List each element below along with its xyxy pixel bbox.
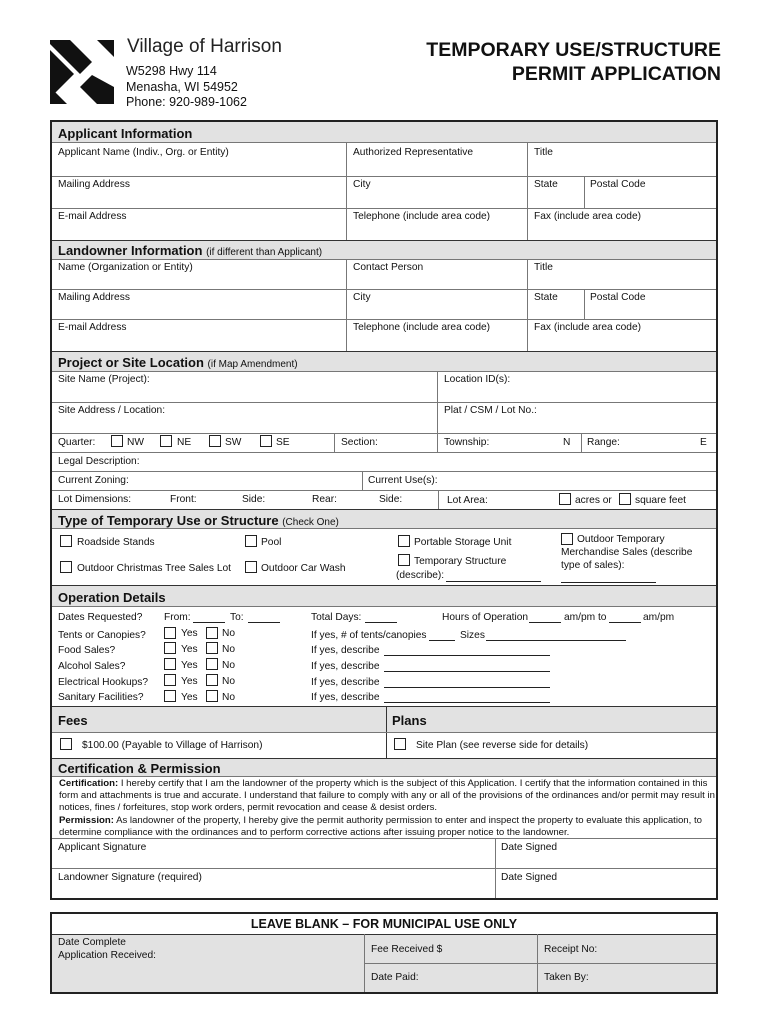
quarter-sw-label: SW	[225, 437, 242, 448]
roadside-label: Roadside Stands	[77, 537, 155, 548]
taken-by-field[interactable]: Taken By:	[544, 972, 589, 983]
temp-structure-describe: (describe):	[396, 570, 445, 581]
range-field[interactable]: Range:	[587, 437, 620, 448]
portable-storage-checkbox[interactable]	[398, 535, 410, 547]
plans-heading: Plans	[392, 713, 427, 728]
sanitary-yes-label: Yes	[181, 692, 198, 703]
current-use-field[interactable]: Current Use(s):	[368, 475, 438, 486]
food-detail: If yes, describe	[311, 645, 380, 656]
sanitary-question: Sanitary Facilities?	[58, 692, 144, 703]
food-yes-checkbox[interactable]	[164, 642, 176, 654]
alcohol-no-label: No	[222, 660, 236, 671]
plat-field[interactable]: Plat / CSM / Lot No.:	[444, 405, 537, 416]
ampm-to-label: am/pm to	[564, 612, 607, 623]
village-name: Village of Harrison	[127, 36, 282, 57]
township-field[interactable]: Township:	[444, 437, 490, 448]
applicant-heading: Applicant Information	[58, 126, 193, 141]
quarter-nw-checkbox[interactable]	[111, 435, 123, 447]
acres-checkbox[interactable]	[559, 493, 571, 505]
applicant-state-field[interactable]: State	[534, 179, 558, 190]
tents-yes-checkbox[interactable]	[164, 627, 176, 639]
legal-description-field[interactable]: Legal Description:	[58, 456, 140, 467]
outdoor-merch-label2: Merchandise Sales (describe	[561, 547, 693, 558]
portable-storage-label: Portable Storage Unit	[414, 537, 512, 548]
applicant-name-field[interactable]: Applicant Name (Indiv., Org. or Entity)	[58, 147, 229, 158]
electrical-question: Electrical Hookups?	[58, 677, 149, 688]
address-line2: Menasha, WI 54952	[126, 80, 238, 94]
food-yes-label: Yes	[181, 644, 198, 655]
lot-front-field[interactable]: Front:	[170, 494, 197, 505]
quarter-nw-label: NW	[127, 437, 144, 448]
quarter-se-label: SE	[276, 437, 290, 448]
applicant-fax-field[interactable]: Fax (include area code)	[534, 211, 642, 222]
fee-item-label: $100.00 (Payable to Village of Harrison)	[82, 740, 263, 751]
electrical-detail: If yes, describe	[311, 677, 380, 688]
food-no-checkbox[interactable]	[206, 642, 218, 654]
applicant-signature-field[interactable]: Applicant Signature	[58, 842, 147, 853]
date-paid-field[interactable]: Date Paid:	[371, 972, 419, 983]
use-type-heading: Type of Temporary Use or Structure (Check One)	[58, 513, 339, 528]
date-signed-applicant-field[interactable]: Date Signed	[501, 842, 558, 853]
christmas-tree-checkbox[interactable]	[60, 561, 72, 573]
applicant-title-field[interactable]: Title	[534, 147, 553, 158]
project-heading: Project or Site Location (if Map Amendment)	[58, 355, 298, 370]
quarter-ne-checkbox[interactable]	[160, 435, 172, 447]
certification-text: Certification: I hereby certify that I am the landowner of the property which is the subject of this Application. I certify that the information contained in this form and attachments is true and accurate. I understand that failure to comply with any or all of the provisions of the ordinances and/or permit may result in notices, fines / forfeitures, stop work orders, permit revocation and cease & desist orders.	[59, 778, 715, 814]
temp-structure-label: Temporary Structure	[414, 556, 507, 567]
pool-label: Pool	[261, 537, 282, 548]
site-address-field[interactable]: Site Address / Location:	[58, 405, 166, 416]
receipt-no-field[interactable]: Receipt No:	[544, 944, 598, 955]
tents-question: Tents or Canopies?	[58, 630, 146, 641]
landowner-fax-field[interactable]: Fax (include area code)	[534, 322, 642, 333]
fee-received-field[interactable]: Fee Received $	[371, 944, 443, 955]
alcohol-yes-checkbox[interactable]	[164, 658, 176, 670]
square-feet-label: square feet	[635, 495, 686, 506]
outdoor-merch-label3: type of sales):	[561, 560, 625, 571]
lot-rear-field[interactable]: Rear:	[312, 494, 337, 505]
municipal-use-box	[50, 912, 718, 994]
operation-heading: Operation Details	[58, 590, 166, 605]
municipal-heading: LEAVE BLANK – FOR MUNICIPAL USE ONLY	[250, 917, 518, 931]
ampm-label: am/pm	[643, 612, 675, 623]
outdoor-merch-label1: Outdoor Temporary	[577, 534, 665, 545]
applicant-postal-field[interactable]: Postal Code	[590, 179, 646, 190]
landowner-email-field[interactable]: E-mail Address	[58, 322, 127, 333]
landowner-contact-field[interactable]: Contact Person	[353, 262, 424, 273]
site-name-field[interactable]: Site Name (Project):	[58, 374, 150, 385]
tents-detail: If yes, # of tents/canopies	[311, 630, 427, 641]
electrical-no-label: No	[222, 676, 236, 687]
hours-label: Hours of Operation	[442, 612, 529, 623]
tents-yes-label: Yes	[181, 628, 198, 639]
tents-no-label: No	[222, 628, 236, 639]
quarter-se-checkbox[interactable]	[260, 435, 272, 447]
landowner-city-field[interactable]: City	[353, 292, 371, 303]
landowner-phone-field[interactable]: Telephone (include area code)	[353, 322, 491, 333]
applicant-mailing-field[interactable]: Mailing Address	[58, 179, 130, 190]
township-value: N	[563, 437, 571, 448]
date-complete-label2: Application Received:	[58, 950, 156, 961]
alcohol-question: Alcohol Sales?	[58, 661, 126, 672]
food-no-label: No	[222, 644, 236, 655]
alcohol-no-checkbox[interactable]	[206, 658, 218, 670]
quarter-label: Quarter:	[58, 437, 96, 448]
alcohol-detail: If yes, describe	[311, 661, 380, 672]
sanitary-yes-checkbox[interactable]	[164, 690, 176, 702]
site-plan-label: Site Plan (see reverse side for details)	[416, 740, 589, 751]
document-title: TEMPORARY USE/STRUCTURE PERMIT APPLICATION	[426, 39, 721, 85]
landowner-signature-field[interactable]: Landowner Signature (required)	[58, 872, 202, 883]
outdoor-merch-checkbox[interactable]	[561, 533, 573, 545]
alcohol-yes-label: Yes	[181, 660, 198, 671]
electrical-no-checkbox[interactable]	[206, 674, 218, 686]
tents-no-checkbox[interactable]	[206, 627, 218, 639]
total-days-label: Total Days:	[311, 612, 362, 623]
fees-heading: Fees	[58, 713, 88, 728]
lot-side1-field[interactable]: Side:	[242, 494, 266, 505]
from-label: From:	[164, 612, 191, 623]
lot-side2-field[interactable]: Side:	[379, 494, 403, 505]
section-field[interactable]: Section:	[341, 437, 378, 448]
roadside-checkbox[interactable]	[60, 535, 72, 547]
quarter-ne-label: NE	[177, 437, 192, 448]
acres-label: acres or	[575, 495, 612, 506]
fees-plans-header-band	[52, 707, 716, 732]
sanitary-detail: If yes, describe	[311, 692, 380, 703]
permission-text: Permission: As landowner of the property, I hereby give the permit authority permission to enter and inspect the property to evaluate this application, to determine compliance with the ordinances and to perform corrective actions after issuing proper notice to the landowner.	[59, 815, 702, 839]
dates-requested-label: Dates Requested?	[58, 612, 143, 623]
quarter-sw-checkbox[interactable]	[209, 435, 221, 447]
electrical-yes-label: Yes	[181, 676, 198, 687]
lot-dimensions-label: Lot Dimensions:	[58, 494, 132, 505]
landowner-mailing-field[interactable]: Mailing Address	[58, 292, 130, 303]
square-feet-checkbox[interactable]	[619, 493, 631, 505]
location-ids-field[interactable]: Location ID(s):	[444, 374, 511, 385]
electrical-yes-checkbox[interactable]	[164, 674, 176, 686]
applicant-city-field[interactable]: City	[353, 179, 371, 190]
landowner-name-field[interactable]: Name (Organization or Entity)	[58, 262, 193, 273]
fee-checkbox[interactable]	[60, 738, 72, 750]
sanitary-no-label: No	[222, 692, 236, 703]
landowner-title-field[interactable]: Title	[534, 262, 553, 273]
to-label: To:	[230, 612, 244, 623]
range-value: E	[700, 437, 707, 448]
landowner-heading: Landowner Information (if different than Applicant)	[58, 243, 323, 258]
sanitary-no-checkbox[interactable]	[206, 690, 218, 702]
applicant-phone-field[interactable]: Telephone (include area code)	[353, 211, 491, 222]
date-signed-landowner-field[interactable]: Date Signed	[501, 872, 558, 883]
temp-structure-checkbox[interactable]	[398, 554, 410, 566]
authorized-rep-field[interactable]: Authorized Representative	[353, 147, 474, 158]
lot-area-field[interactable]: Lot Area:	[447, 495, 488, 506]
tents-sizes-label: Sizes	[460, 630, 485, 641]
landowner-postal-field[interactable]: Postal Code	[590, 292, 646, 303]
date-complete-label1: Date Complete	[58, 937, 126, 948]
pool-checkbox[interactable]	[245, 535, 257, 547]
car-wash-checkbox[interactable]	[245, 561, 257, 573]
food-question: Food Sales?	[58, 645, 116, 656]
christmas-tree-label: Outdoor Christmas Tree Sales Lot	[77, 563, 232, 574]
landowner-state-field[interactable]: State	[534, 292, 558, 303]
application-form	[50, 120, 718, 900]
certification-heading: Certification & Permission	[58, 761, 221, 776]
current-zoning-field[interactable]: Current Zoning:	[58, 475, 129, 486]
site-plan-checkbox[interactable]	[394, 738, 406, 750]
village-logo	[50, 40, 114, 104]
address-line1: W5298 Hwy 114	[126, 64, 217, 78]
car-wash-label: Outdoor Car Wash	[261, 563, 346, 574]
applicant-email-field[interactable]: E-mail Address	[58, 211, 127, 222]
phone: Phone: 920-989-1062	[126, 95, 247, 109]
